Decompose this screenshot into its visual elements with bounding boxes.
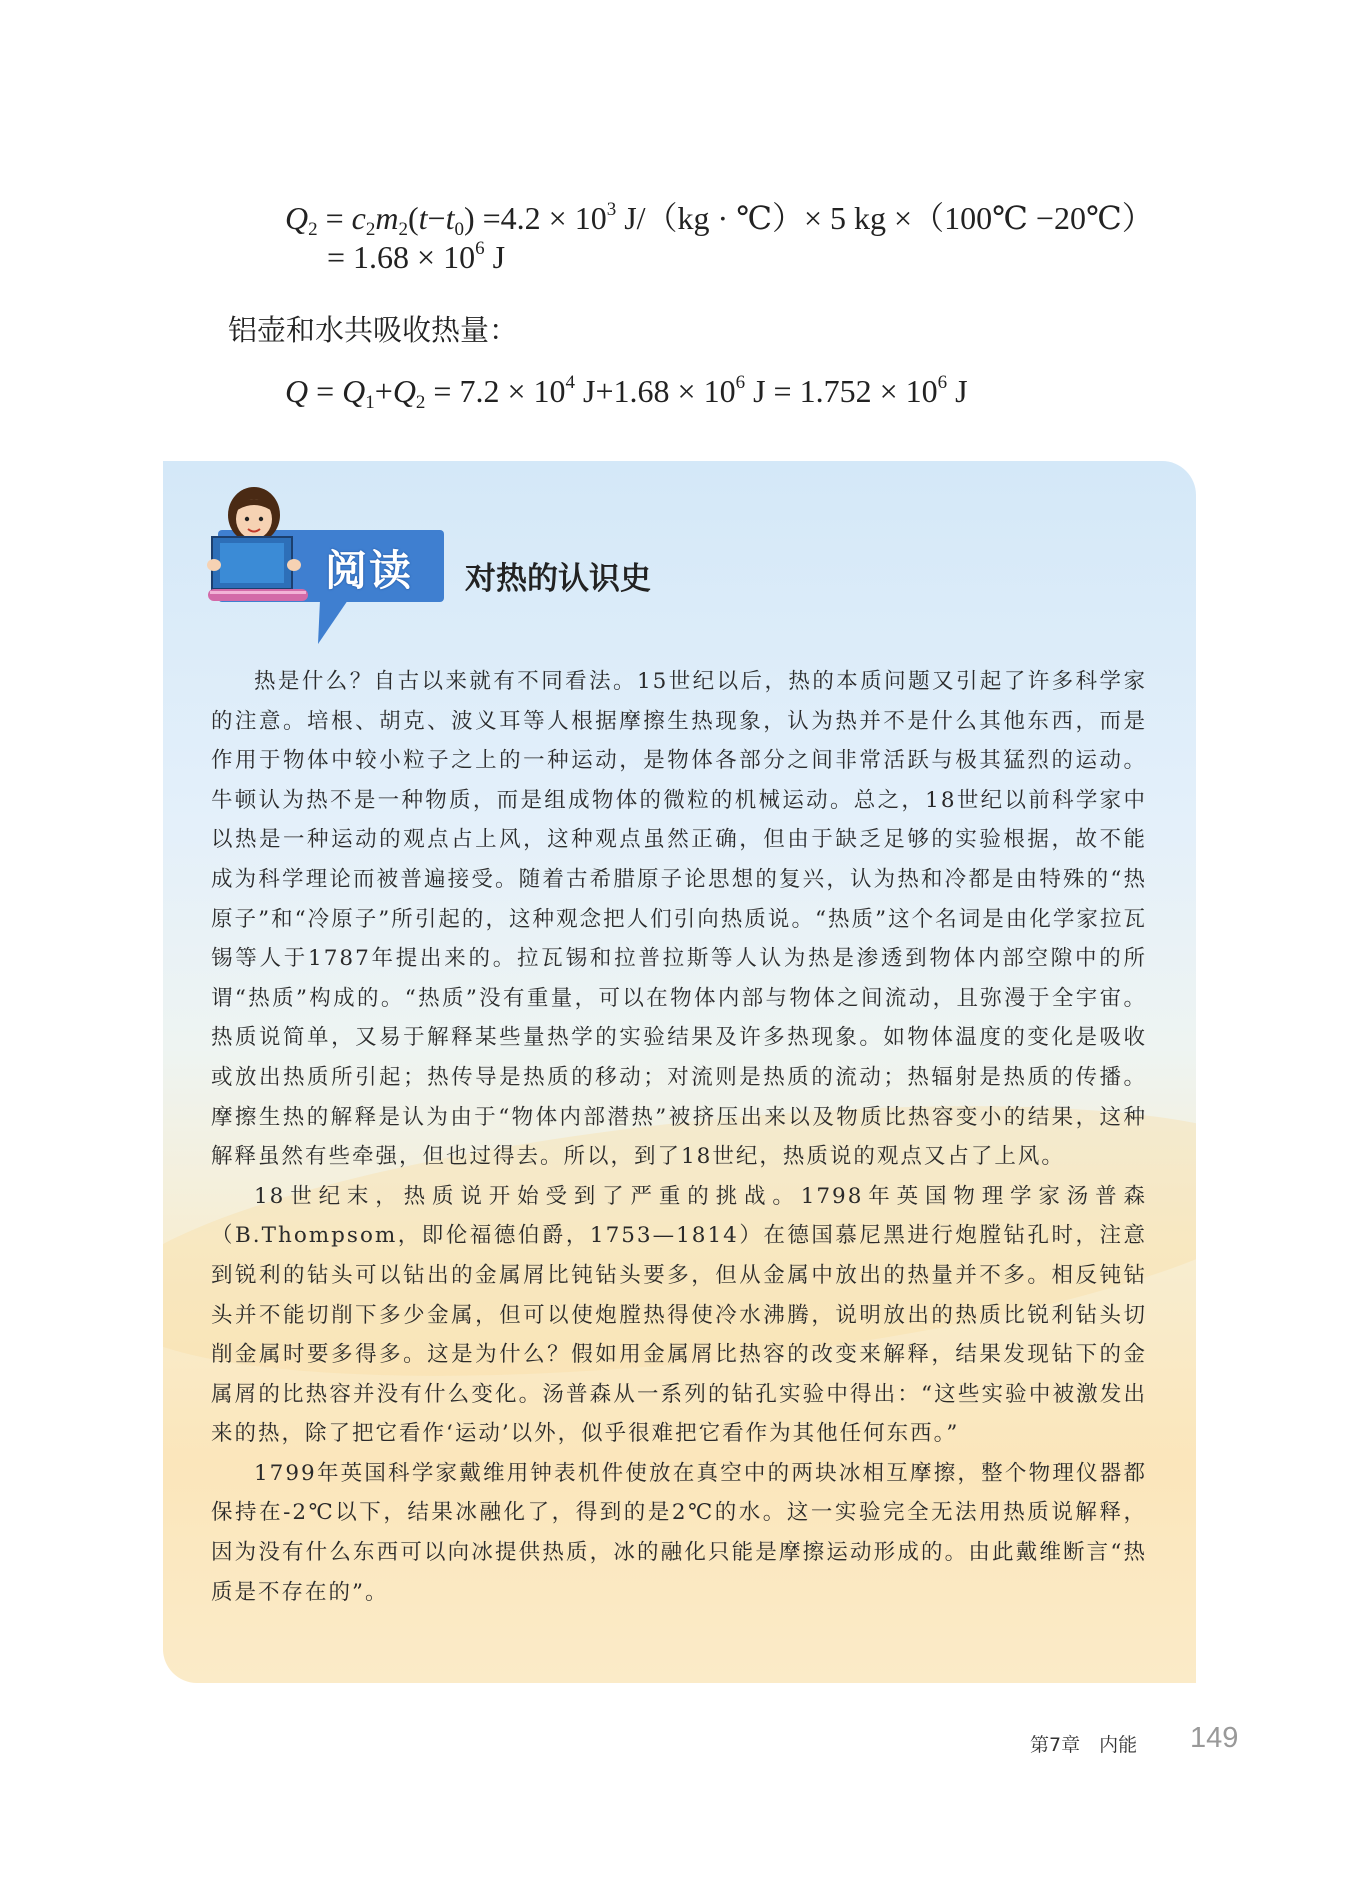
paragraph: 1799年英国科学家戴维用钟表机件使放在真空中的两块冰相互摩擦，整个物理仪器都保持在-2℃以下，结果冰融化了，得到的是2℃的水。这一实验完全无法用热质说解释，因为没有什么东西可以向冰提供热质，冰的融化只能是摩擦运动形成的。由此戴维断言“热质是不存在的”。	[211, 1460, 1147, 1605]
equation-q2-result: = $1.68 \times 10^6$ J	[327, 238, 506, 275]
reader-girl-icon	[206, 485, 316, 603]
equation-total-q: $Q = Q_1+Q_2 = 7.2 \times 10^4$ $J+1.68 \times 10^6$ $J = 1.752 \times 10^6$ J	[285, 372, 968, 413]
reading-label: 阅读	[325, 546, 414, 595]
reading-title: 对热的认识史	[465, 561, 651, 597]
total-heat-label: 铝壶和水共吸收热量：	[228, 313, 519, 347]
page-number: 149	[1190, 1722, 1239, 1754]
reading-body	[211, 662, 1147, 1612]
paragraph: 热是什么？自古以来就有不同看法。15世纪以后，热的本质问题又引起了许多科学家的注意。培根、胡克、波义耳等人根据摩擦生热现象，认为热并不是什么其他东西，而是作用于物体中较小粒子之上的一种运动，是物体各部分之间非常活跃与极其猛烈的运动。牛顿认为热不是一种物质，而是组成物体的微粒的机械运动。总之，18世纪以前科学家中以热是一种运动的观点占上风，这种观点虽然正确，但由于缺乏足够的实验根据，故不能成为科学理论而被普遍接受。随着古希腊原子论思想的复兴，认为热和冷都是由特殊的“热原子”和“冷原子”所引起的，这种观念把人们引向热质说。“热质”这个名词是由化学家拉瓦锡等人于1787年提出来的。拉瓦锡和拉普拉斯等人认为热是渗透到物体内部空隙中的所谓“热质”构成的。“热质”没有重量，可以在物体内部与物体之间流动，且弥漫于全宇宙。热质说简单，又易于解释某些量热学的实验结果及许多热现象。如物体温度的变化是吸收或放出热质所引起；热传导是热质的移动；对流则是热质的流动；热辐射是热质的传播。摩擦生热的解释是认为由于“物体内部潜热”被挤压出来以及物质比热容变小的结果，这种解释虽然有些牵强，但也过得去。所以，到了18世纪，热质说的观点又占了上风。	[211, 669, 1147, 1170]
chapter-label: 第7章 内能	[1030, 1734, 1138, 1756]
paragraph: 18世纪末，热质说开始受到了严重的挑战。1798年英国物理学家汤普森（B.Thompsom，即伦福德伯爵，1753—1814）在德国慕尼黑进行炮膛钻孔时，注意到锐利的钻头可以钻出的金属屑比钝钻头要多，但从金属中放出的热量并不多。相反钝钻头并不能切削下多少金属，但可以使炮膛热得使冷水沸腾，说明放出的热质比锐利钻头切削金属时要多得多。这是为什么？假如用金属屑比热容的改变来解释，结果发现钻下的金属屑的比热容并没有什么变化。汤普森从一系列的钻孔实验中得出：“这些实验中被激发出来的热，除了把它看作‘运动’以外，似乎很难把它看作为其他任何东西。”	[211, 1183, 1147, 1447]
equation-q2: $Q_2 = c_2m_2(t-t_0) =4.2 \times 10^3$ J/（kg · ℃）× 5 kg ×（100℃ −20℃）	[285, 199, 1154, 240]
